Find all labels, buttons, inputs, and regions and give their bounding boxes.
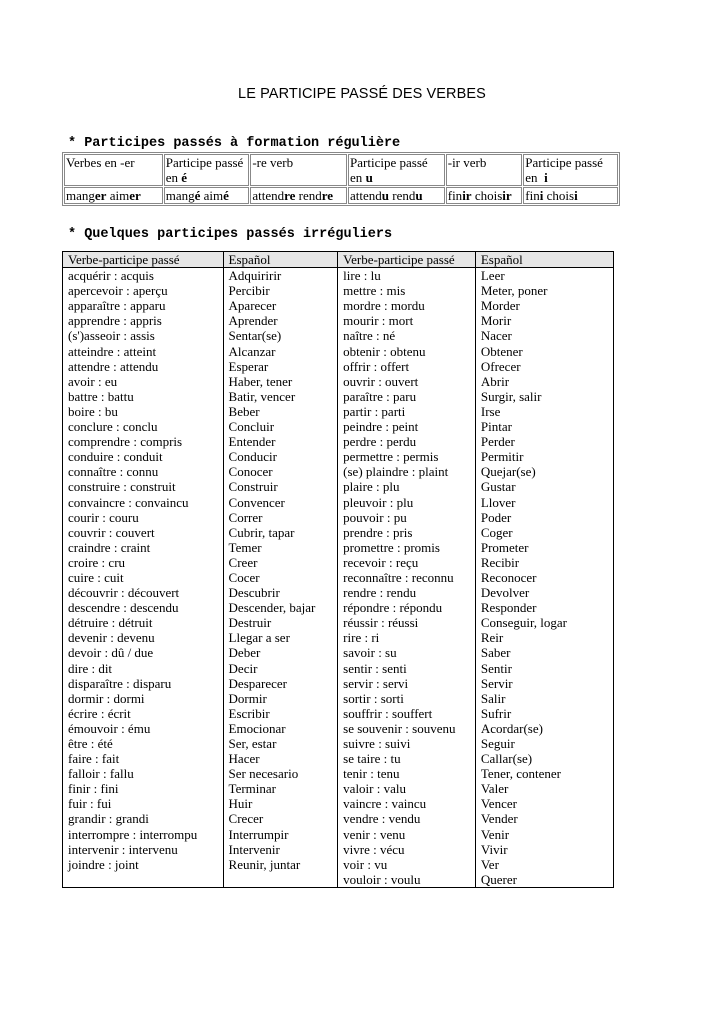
espanol-cell: Convencer <box>223 495 338 510</box>
espanol-cell: Responder <box>475 600 613 615</box>
table-row <box>63 540 614 555</box>
verb-participle-cell: interrompre : interrompu <box>63 827 224 842</box>
espanol-cell: Esperar <box>223 359 338 374</box>
espanol-cell: Llover <box>475 495 613 510</box>
verb-participle-cell: découvrir : découvert <box>63 585 224 600</box>
espanol-cell: Desparecer <box>223 676 338 691</box>
espanol-cell: Saber <box>475 645 613 660</box>
verb-participle-cell: comprendre : compris <box>63 434 224 449</box>
espanol-cell: Ofrecer <box>475 359 613 374</box>
table-row <box>63 661 614 676</box>
verb-participle-cell: offrir : offert <box>338 359 476 374</box>
verb-participle-cell: perdre : perdu <box>338 434 476 449</box>
header-er-verbs: Verbes en -er <box>64 154 163 186</box>
espanol-cell: Coger <box>475 525 613 540</box>
espanol-cell: Permitir <box>475 449 613 464</box>
verb-participle-cell: construire : construit <box>63 479 224 494</box>
table-row <box>63 389 614 404</box>
espanol-cell: Callar(se) <box>475 751 613 766</box>
espanol-cell: Acordar(se) <box>475 721 613 736</box>
table-row <box>63 283 614 298</box>
table-row <box>63 464 614 479</box>
header-ir-participle <box>523 154 618 186</box>
espanol-cell: Conseguir, logar <box>475 615 613 630</box>
stem: aim <box>200 188 224 203</box>
table-row <box>63 842 614 857</box>
ending: é <box>223 188 229 203</box>
verb-participle-cell: naître : né <box>338 328 476 343</box>
espanol-cell: Querer <box>475 872 613 888</box>
stem: mang <box>165 188 195 203</box>
verb-participle-cell: devoir : dû / due <box>63 645 224 660</box>
stem: rend <box>295 188 322 203</box>
espanol-cell: Abrir <box>475 374 613 389</box>
espanol-cell: Poder <box>475 510 613 525</box>
verb-participle-cell: joindre : joint <box>63 857 224 872</box>
espanol-cell: Devolver <box>475 585 613 600</box>
example-re-participles <box>348 187 445 204</box>
stem: fin <box>525 188 540 203</box>
verb-participle-cell: intervenir : intervenu <box>63 842 224 857</box>
ending: u <box>381 188 390 203</box>
verb-participle-cell: disparaître : disparu <box>63 676 224 691</box>
verb-participle-cell: (s')asseoir : assis <box>63 328 224 343</box>
table-row <box>63 645 614 660</box>
verb-participle-cell: vouloir : voulu <box>338 872 476 888</box>
verb-participle-cell: apprendre : appris <box>63 313 224 328</box>
espanol-cell: Haber, tener <box>223 374 338 389</box>
espanol-cell: Aparecer <box>223 298 338 313</box>
table-row <box>63 766 614 781</box>
stem: mang <box>66 188 95 203</box>
table-row <box>63 827 614 842</box>
espanol-cell: Pintar <box>475 419 613 434</box>
espanol-cell: Interrumpir <box>223 827 338 842</box>
verb-participle-cell: plaire : plu <box>338 479 476 494</box>
table-row <box>63 676 614 691</box>
espanol-cell: Dormir <box>223 691 338 706</box>
verb-participle-cell: faire : fait <box>63 751 224 766</box>
espanol-cell: Hacer <box>223 751 338 766</box>
table-row <box>63 449 614 464</box>
espanol-cell: Morir <box>475 313 613 328</box>
verb-participle-cell: convaincre : convaincu <box>63 495 224 510</box>
espanol-cell: Vender <box>475 811 613 826</box>
ending: i <box>539 188 544 203</box>
ending: ir <box>502 188 512 203</box>
example-ir-verbs <box>446 187 523 204</box>
espanol-cell: Temer <box>223 540 338 555</box>
espanol-cell: Descubrir <box>223 585 338 600</box>
espanol-cell: Crecer <box>223 811 338 826</box>
espanol-cell: Meter, poner <box>475 283 613 298</box>
table-row <box>63 721 614 736</box>
stem: fin <box>447 188 463 203</box>
table-row <box>63 691 614 706</box>
header-verb-participle-1: Verbe-participe passé <box>63 252 224 268</box>
verb-participle-cell: tenir : tenu <box>338 766 476 781</box>
regular-table-header-row <box>64 154 618 186</box>
stem: chois <box>543 188 575 203</box>
verb-participle-cell: conclure : conclu <box>63 419 224 434</box>
verb-participle-cell: émouvoir : ému <box>63 721 224 736</box>
espanol-cell: Vivir <box>475 842 613 857</box>
espanol-cell: Sufrir <box>475 706 613 721</box>
verb-participle-cell: connaître : connu <box>63 464 224 479</box>
espanol-cell: Cubrir, tapar <box>223 525 338 540</box>
verb-participle-cell: paraître : paru <box>338 389 476 404</box>
espanol-cell: Venir <box>475 827 613 842</box>
verb-participle-cell: pleuvoir : plu <box>338 495 476 510</box>
espanol-cell: Aprender <box>223 313 338 328</box>
header-espanol-2: Español <box>475 252 613 268</box>
espanol-cell: Alcanzar <box>223 344 338 359</box>
header-er-ending: é <box>181 170 188 185</box>
espanol-cell: Quejar(se) <box>475 464 613 479</box>
espanol-cell: Seguir <box>475 736 613 751</box>
verb-participle-cell: répondre : répondu <box>338 600 476 615</box>
ending: ir <box>462 188 472 203</box>
ending: u <box>415 188 423 203</box>
table-row <box>63 479 614 494</box>
verb-participle-cell: fuir : fui <box>63 796 224 811</box>
header-ir-ending: i <box>544 170 548 185</box>
espanol-cell: Conducir <box>223 449 338 464</box>
verb-participle-cell: mordre : mordu <box>338 298 476 313</box>
header-re-participle <box>348 154 445 186</box>
espanol-cell: Reunir, juntar <box>223 857 338 872</box>
espanol-cell: Gustar <box>475 479 613 494</box>
verb-participle-cell: apparaître : apparu <box>63 298 224 313</box>
table-row <box>63 570 614 585</box>
espanol-cell: Construir <box>223 479 338 494</box>
table-row <box>63 298 614 313</box>
verb-participle-cell: dormir : dormi <box>63 691 224 706</box>
stem: attend <box>350 188 382 203</box>
espanol-cell: Creer <box>223 555 338 570</box>
verb-participle-cell: couvrir : couvert <box>63 525 224 540</box>
table-row <box>63 585 614 600</box>
header-ir-verbs: -ir verb <box>446 154 523 186</box>
regular-section-heading: * Participes passés à formation régulière <box>68 136 401 151</box>
verb-participle-cell: acquérir : acquis <box>63 268 224 284</box>
espanol-cell: Beber <box>223 404 338 419</box>
verb-participle-cell: se souvenir : souvenu <box>338 721 476 736</box>
verb-participle-cell: ouvrir : ouvert <box>338 374 476 389</box>
table-row <box>63 781 614 796</box>
espanol-cell: Percibir <box>223 283 338 298</box>
verb-participle-cell: détruire : détruit <box>63 615 224 630</box>
verb-participle-cell: vivre : vécu <box>338 842 476 857</box>
espanol-cell: Reconocer <box>475 570 613 585</box>
verb-participle-cell: lire : lu <box>338 268 476 284</box>
verb-participle-cell: sortir : sorti <box>338 691 476 706</box>
verb-participle-cell: peindre : peint <box>338 419 476 434</box>
verb-participle-cell: se taire : tu <box>338 751 476 766</box>
ending: er <box>129 188 141 203</box>
verb-participle-cell: grandir : grandi <box>63 811 224 826</box>
espanol-cell: Perder <box>475 434 613 449</box>
header-er-participle <box>164 154 250 186</box>
ending: er <box>94 188 107 203</box>
verb-participle-cell: finir : fini <box>63 781 224 796</box>
page-title: LE PARTICIPE PASSÉ DES VERBES <box>238 86 486 102</box>
verb-participle-cell: apercevoir : aperçu <box>63 283 224 298</box>
verb-participle-cell: boire : bu <box>63 404 224 419</box>
table-row <box>63 404 614 419</box>
verb-participle-cell: descendre : descendu <box>63 600 224 615</box>
ending: é <box>194 188 201 203</box>
verb-participle-cell: courir : couru <box>63 510 224 525</box>
espanol-cell: Morder <box>475 298 613 313</box>
verb-participle-cell: attendre : attendu <box>63 359 224 374</box>
espanol-cell: Correr <box>223 510 338 525</box>
verb-participle-cell: mourir : mort <box>338 313 476 328</box>
verb-participle-cell: cuire : cuit <box>63 570 224 585</box>
verb-participle-cell: promettre : promis <box>338 540 476 555</box>
espanol-cell: Entender <box>223 434 338 449</box>
verb-participle-cell: mettre : mis <box>338 283 476 298</box>
stem: attend <box>252 188 285 203</box>
verb-participle-cell: rire : ri <box>338 630 476 645</box>
verb-participle-cell: falloir : fallu <box>63 766 224 781</box>
espanol-cell: Sentar(se) <box>223 328 338 343</box>
header-espanol-1: Español <box>223 252 338 268</box>
espanol-cell: Servir <box>475 676 613 691</box>
espanol-cell: Valer <box>475 781 613 796</box>
espanol-cell: Decir <box>223 661 338 676</box>
table-row <box>63 328 614 343</box>
espanol-cell <box>223 872 338 888</box>
verb-participle-cell: avoir : eu <box>63 374 224 389</box>
verb-participle-cell: venir : venu <box>338 827 476 842</box>
verb-participle-cell: souffrir : souffert <box>338 706 476 721</box>
espanol-cell: Huir <box>223 796 338 811</box>
example-er-participles <box>164 187 250 204</box>
irregular-table-body <box>63 268 614 888</box>
espanol-cell: Surgir, salir <box>475 389 613 404</box>
stem: chois <box>471 188 503 203</box>
table-row <box>63 359 614 374</box>
espanol-cell: Ver <box>475 857 613 872</box>
verb-participle-cell: voir : vu <box>338 857 476 872</box>
verb-participle-cell: écrire : écrit <box>63 706 224 721</box>
regular-table-example-row <box>64 187 618 204</box>
espanol-cell: Adquiririr <box>223 268 338 284</box>
verb-participle-cell: devenir : devenu <box>63 630 224 645</box>
table-row <box>63 525 614 540</box>
espanol-cell: Recibir <box>475 555 613 570</box>
table-row <box>63 706 614 721</box>
verb-participle-cell: conduire : conduit <box>63 449 224 464</box>
example-re-verbs <box>250 187 347 204</box>
verb-participle-cell: permettre : permis <box>338 449 476 464</box>
irregular-section-heading: * Quelques participes passés irréguliers <box>68 227 393 242</box>
espanol-cell: Descender, bajar <box>223 600 338 615</box>
espanol-cell: Sentir <box>475 661 613 676</box>
verb-participle-cell: (se) plaindre : plaint <box>338 464 476 479</box>
verb-participle-cell: savoir : su <box>338 645 476 660</box>
verb-participle-cell: battre : battu <box>63 389 224 404</box>
espanol-cell: Vencer <box>475 796 613 811</box>
table-row <box>63 736 614 751</box>
espanol-cell: Conocer <box>223 464 338 479</box>
header-re-verbs: -re verb <box>250 154 347 186</box>
table-row <box>63 510 614 525</box>
espanol-cell: Destruir <box>223 615 338 630</box>
espanol-cell: Batir, vencer <box>223 389 338 404</box>
table-row <box>63 434 614 449</box>
table-row <box>63 344 614 359</box>
espanol-cell: Emocionar <box>223 721 338 736</box>
espanol-cell: Prometer <box>475 540 613 555</box>
verb-participle-cell: recevoir : reçu <box>338 555 476 570</box>
verb-participle-cell: partir : parti <box>338 404 476 419</box>
table-row <box>63 630 614 645</box>
espanol-cell: Ser necesario <box>223 766 338 781</box>
table-row <box>63 615 614 630</box>
table-row <box>63 313 614 328</box>
espanol-cell: Cocer <box>223 570 338 585</box>
stem: aim <box>106 188 130 203</box>
header-re-participle-text: Participe passé en <box>350 155 428 185</box>
table-row <box>63 811 614 826</box>
espanol-cell: Leer <box>475 268 613 284</box>
ending: i <box>574 188 578 203</box>
verb-participle-cell: suivre : suivi <box>338 736 476 751</box>
verb-participle-cell: reconnaître : reconnu <box>338 570 476 585</box>
verb-participle-cell: croire : cru <box>63 555 224 570</box>
ending: re <box>284 188 296 203</box>
regular-participles-table <box>62 152 620 206</box>
table-row <box>63 857 614 872</box>
espanol-cell: Concluir <box>223 419 338 434</box>
table-row <box>63 872 614 888</box>
table-row <box>63 555 614 570</box>
espanol-cell: Deber <box>223 645 338 660</box>
verb-participle-cell <box>63 872 224 888</box>
verb-participle-cell: sentir : senti <box>338 661 476 676</box>
verb-participle-cell: servir : servi <box>338 676 476 691</box>
espanol-cell: Ser, estar <box>223 736 338 751</box>
header-re-ending: u <box>365 170 373 185</box>
table-row <box>63 495 614 510</box>
verb-participle-cell: obtenir : obtenu <box>338 344 476 359</box>
espanol-cell: Escribir <box>223 706 338 721</box>
table-row <box>63 268 614 284</box>
espanol-cell: Irse <box>475 404 613 419</box>
example-ir-participles <box>523 187 618 204</box>
espanol-cell: Llegar a ser <box>223 630 338 645</box>
espanol-cell: Terminar <box>223 781 338 796</box>
verb-participle-cell: pouvoir : pu <box>338 510 476 525</box>
example-er-verbs <box>64 187 163 204</box>
table-row <box>63 600 614 615</box>
espanol-cell: Salir <box>475 691 613 706</box>
verb-participle-cell: prendre : pris <box>338 525 476 540</box>
irregular-table-header-row <box>63 252 614 268</box>
espanol-cell: Reir <box>475 630 613 645</box>
header-verb-participle-2: Verbe-participe passé <box>338 252 476 268</box>
verb-participle-cell: dire : dit <box>63 661 224 676</box>
stem: rend <box>389 188 416 203</box>
header-ir-participle-text: Participe passé en <box>525 155 603 185</box>
table-row <box>63 374 614 389</box>
espanol-cell: Nacer <box>475 328 613 343</box>
verb-participle-cell: atteindre : atteint <box>63 344 224 359</box>
table-row <box>63 796 614 811</box>
espanol-cell: Intervenir <box>223 842 338 857</box>
verb-participle-cell: être : été <box>63 736 224 751</box>
irregular-participles-table <box>62 251 614 888</box>
header-er-participle-text: Participe passé en <box>165 155 244 185</box>
verb-participle-cell: craindre : craint <box>63 540 224 555</box>
table-row <box>63 419 614 434</box>
verb-participle-cell: rendre : rendu <box>338 585 476 600</box>
table-row <box>63 751 614 766</box>
verb-participle-cell: vendre : vendu <box>338 811 476 826</box>
espanol-cell: Obtener <box>475 344 613 359</box>
espanol-cell: Tener, contener <box>475 766 613 781</box>
verb-participle-cell: valoir : valu <box>338 781 476 796</box>
verb-participle-cell: vaincre : vaincu <box>338 796 476 811</box>
verb-participle-cell: réussir : réussi <box>338 615 476 630</box>
ending: re <box>321 188 334 203</box>
